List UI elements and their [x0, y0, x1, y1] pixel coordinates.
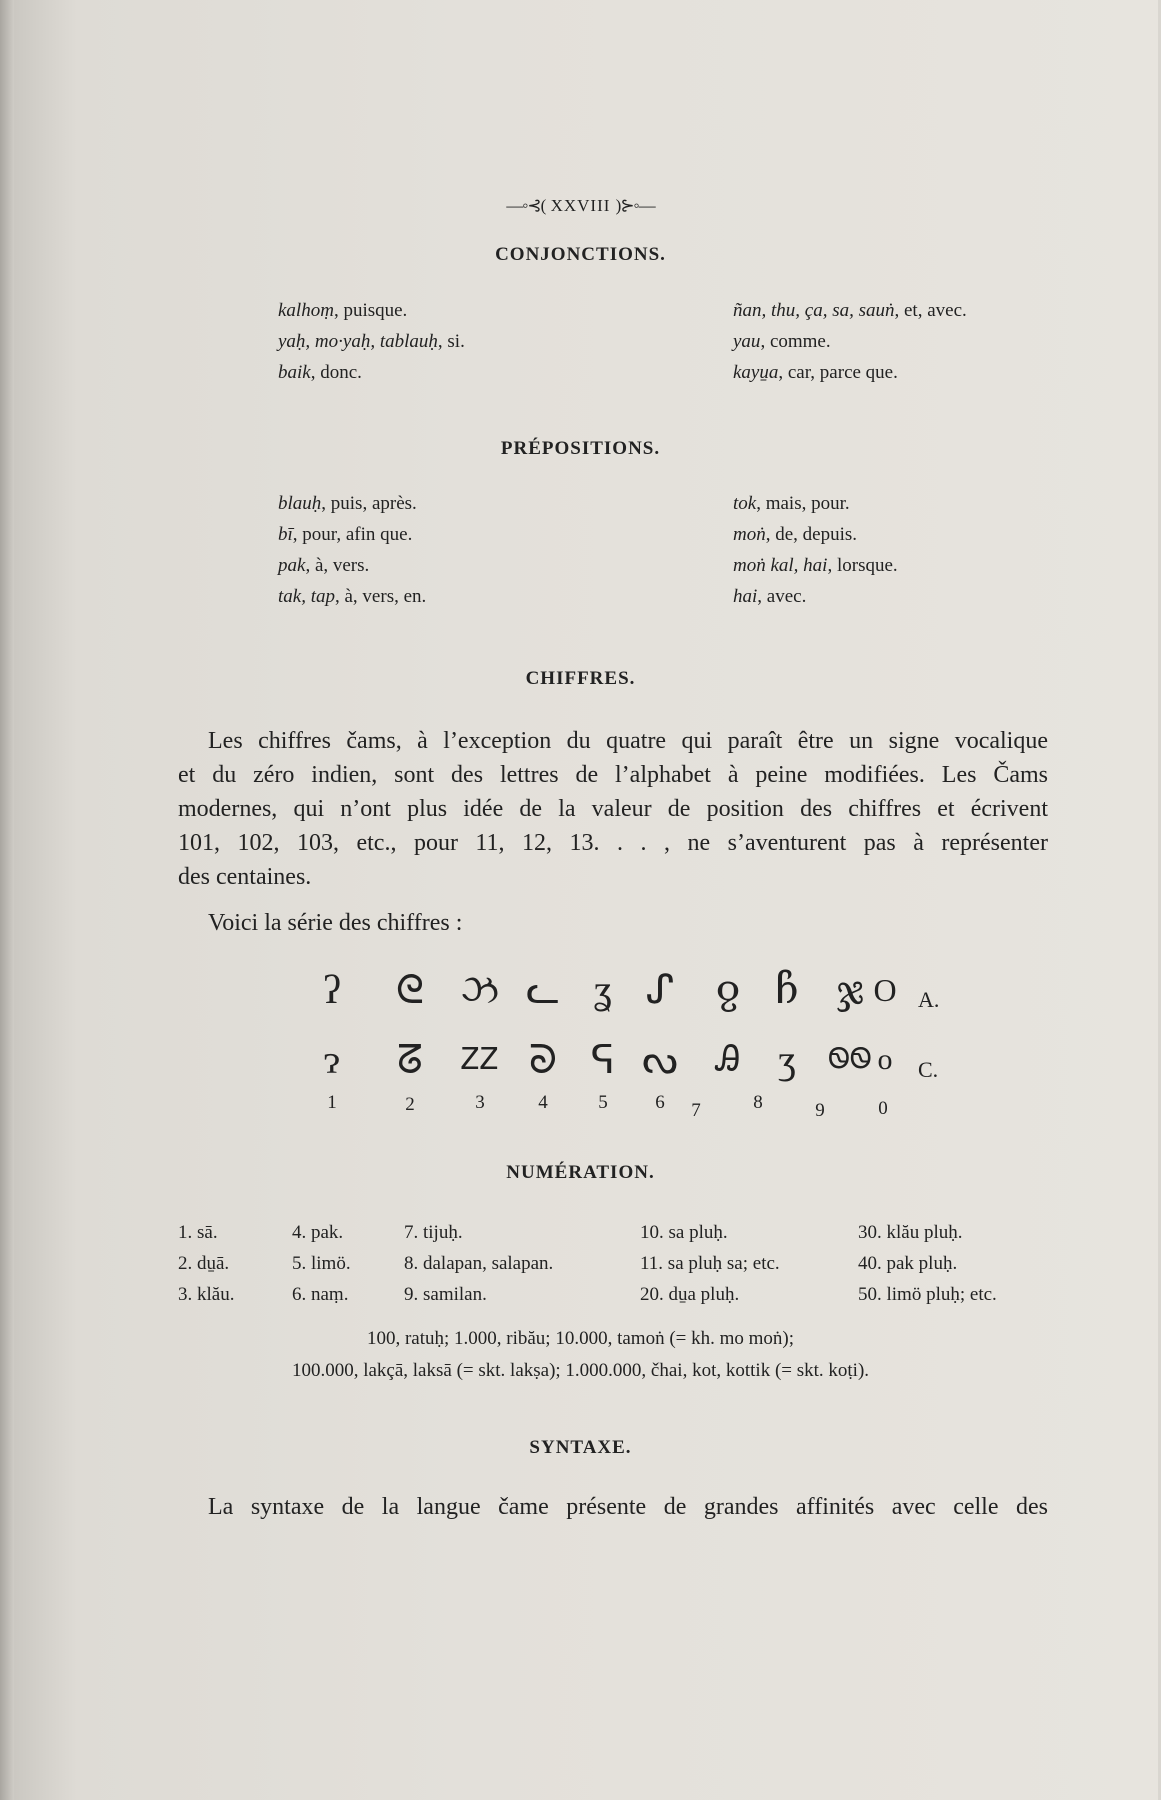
prep-right-1 — [733, 493, 850, 515]
cham-digit-glyph: Ꭿ — [715, 1041, 741, 1078]
ornament-left: —◦⊰( — [506, 196, 546, 215]
conj-meaning: , et, avec. — [894, 300, 967, 321]
book-page — [8, 0, 1158, 1800]
cham-digit-glyph: ઝ — [460, 967, 500, 1012]
prep-meaning: , puis, après. — [321, 493, 417, 514]
numerals-row — [0, 1092, 1161, 1122]
conj-meaning: , puisque. — [333, 300, 408, 321]
numeration-item: 3. klău. — [178, 1284, 235, 1305]
conj-right-1 — [733, 300, 967, 322]
prep-meaning: , de, depuis. — [765, 524, 858, 545]
numeration-item: 20. du̱a pluḥ. — [640, 1284, 740, 1305]
prep-meaning: , lorsque. — [827, 555, 898, 576]
paragraph-line: et du zéro indien, sont des lettres de l’alphabet à peine modifiées. Les Čams — [178, 762, 1048, 788]
numeral: 0 — [878, 1098, 888, 1119]
prep-meaning: , à, vers, en. — [335, 586, 427, 607]
row-a-label: A. — [918, 987, 940, 1012]
prep-word: tak, tap — [278, 586, 335, 607]
numeration-col-1 — [178, 1222, 234, 1315]
numeral: 4 — [538, 1092, 548, 1113]
paragraph-line: des centaines. — [178, 864, 312, 890]
prep-meaning: , mais, pour. — [756, 493, 850, 514]
prep-left-2 — [278, 524, 412, 546]
prep-word: pak — [278, 555, 306, 576]
syntaxe-title: SYNTAXE. — [529, 1437, 632, 1458]
prep-word: tok — [733, 493, 757, 514]
chiffres-title: CHIFFRES. — [525, 668, 636, 689]
cham-digit-glyph: ჯ — [836, 967, 864, 1012]
numeration-large-2: 100.000, lakçā, laksā (= skt. lakṣa); 1.000.000, čhai, kot, kottik (= skt. koṭi). — [291, 1360, 870, 1381]
numeration-item: 9. samilan. — [404, 1284, 487, 1305]
conj-meaning: , car, parce que. — [778, 362, 898, 383]
cham-digit-glyph: ᓚ — [525, 967, 561, 1012]
cham-digit-glyph: ɂ — [324, 1037, 340, 1082]
conj-word: yau — [733, 331, 761, 352]
numeration-item: 6. naṃ. — [292, 1284, 349, 1305]
numeral: 2 — [405, 1094, 415, 1115]
conj-meaning: , si. — [437, 331, 465, 352]
prepositions-title: PRÉPOSITIONS. — [500, 438, 661, 459]
numeral: 3 — [475, 1092, 485, 1113]
numeration-large-1: 100, ratuḥ; 1.000, ribău; 10.000, tamoṅ (= kh. mo moṅ); — [366, 1328, 795, 1349]
cham-digit-glyph: ᘓ — [395, 967, 425, 1012]
numeral: 8 — [753, 1092, 763, 1113]
prep-right-4 — [733, 586, 806, 608]
numeration-item: 4. pak. — [292, 1222, 344, 1243]
prep-meaning: , à, vers. — [305, 555, 370, 576]
conj-word: ñan, thu, ça, sa, sauṅ — [733, 300, 895, 321]
cham-digit-glyph: ᏫᏫ — [828, 1044, 872, 1075]
numeration-item: 8. dalapan, salapan. — [404, 1253, 554, 1274]
cham-digit-glyph: ᔓ — [642, 1037, 678, 1082]
prep-left-4 — [278, 586, 426, 608]
numeral: 5 — [598, 1092, 608, 1113]
numeration-item: 7. tijuḥ. — [404, 1222, 463, 1243]
cham-digit-glyph: O — [873, 972, 897, 1008]
numeration-item: 1. sā. — [178, 1222, 218, 1243]
numeration-col-3 — [404, 1222, 553, 1315]
conj-left-1 — [278, 300, 407, 322]
conj-right-3 — [733, 362, 898, 384]
cham-digit-glyph: ʒ — [778, 1037, 796, 1082]
numeral: 1 — [327, 1092, 337, 1113]
conj-word: kayu̱a — [733, 362, 779, 383]
numeration-col-2 — [292, 1222, 351, 1315]
cham-digit-glyph: ᘔ — [397, 1037, 423, 1082]
numeration-item: 11. sa pluḥ sa; etc. — [640, 1253, 780, 1274]
numeration-col-4 — [640, 1222, 780, 1315]
conj-word: yaḥ, mo·yaḥ, tablauḥ — [278, 331, 438, 352]
prep-right-2 — [733, 524, 857, 546]
prep-meaning: , avec. — [757, 586, 807, 607]
conj-right-2 — [733, 331, 831, 353]
prep-word: moṅ kal, hai — [733, 555, 828, 576]
row-c-label: C. — [918, 1057, 939, 1082]
cham-digits-row-a — [0, 967, 1161, 1020]
numeration-item: 30. klău pluḥ. — [858, 1222, 963, 1243]
cham-digit-glyph: o — [877, 1043, 893, 1076]
prep-left-3 — [278, 555, 369, 577]
numeration-title: NUMÉRATION. — [506, 1162, 655, 1183]
ornament-right: )⊱◦— — [615, 196, 655, 215]
page-number: XXVIII — [550, 196, 611, 215]
paragraph-line: Les chiffres čams, à l’exception du quatre qui paraît être un signe vocalique — [208, 728, 1048, 754]
syntaxe-paragraph — [178, 1490, 1048, 1524]
paragraph-line: 101, 102, 103, etc., pour 11, 12, 13. . . , ne s’aventurent pas à représenter — [178, 830, 1048, 856]
numeration-item: 2. du̱ā. — [178, 1253, 230, 1274]
page-edge — [0, 0, 14, 1800]
cham-digit-glyph: ᕋ — [590, 1037, 616, 1082]
paragraph-line: modernes, qui n’ont plus idée de la valeur de position des chiffres et écrivent — [178, 796, 1048, 822]
cham-digit-glyph: ჹ — [715, 967, 741, 1012]
cham-digit-glyph: ʔ — [323, 967, 341, 1012]
conj-left-2 — [278, 331, 465, 353]
numeration-item: 50. limö pluḥ; etc. — [858, 1284, 997, 1305]
prep-word: bī — [278, 524, 293, 545]
numeral: 9 — [815, 1100, 825, 1121]
conjonctions-title: CONJONCTIONS. — [495, 244, 666, 265]
chiffres-intro: Voici la série des chiffres : — [208, 910, 463, 936]
prep-left-1 — [278, 493, 417, 515]
conj-word: baik — [278, 362, 311, 383]
cham-digit-glyph: ʓ — [594, 967, 612, 1012]
prep-right-3 — [733, 555, 898, 577]
cham-digit-glyph: ᔑ — [645, 967, 675, 1012]
numeral: 7 — [691, 1100, 701, 1121]
numeration-item: 5. limö. — [292, 1253, 351, 1274]
cham-digit-glyph: ჩ — [775, 967, 799, 1012]
prep-word: moṅ — [733, 524, 766, 545]
prep-meaning: , pour, afin que. — [292, 524, 413, 545]
numeration-col-5 — [858, 1222, 997, 1315]
cham-digit-glyph: ᘐ — [528, 1037, 558, 1082]
paragraph-line: La syntaxe de la langue čame présente de grandes affinités avec celle des — [208, 1494, 1048, 1520]
prep-word: hai — [733, 586, 758, 607]
numeration-item: 10. sa pluḥ. — [640, 1222, 728, 1243]
page-header — [0, 196, 1161, 216]
conj-word: kalhoṃ — [278, 300, 334, 321]
numeral: 6 — [655, 1092, 665, 1113]
conj-meaning: , comme. — [760, 331, 831, 352]
conj-left-3 — [278, 362, 362, 384]
numeration-item: 40. pak pluḥ. — [858, 1253, 958, 1274]
chiffres-intro-wrap — [178, 906, 1048, 940]
conj-meaning: , donc. — [310, 362, 362, 383]
cham-digits-row-c — [0, 1037, 1161, 1090]
prep-word: blauḥ — [278, 493, 322, 514]
chiffres-paragraph — [178, 724, 1048, 894]
cham-digit-glyph: ᏃᏃ — [461, 1043, 499, 1076]
